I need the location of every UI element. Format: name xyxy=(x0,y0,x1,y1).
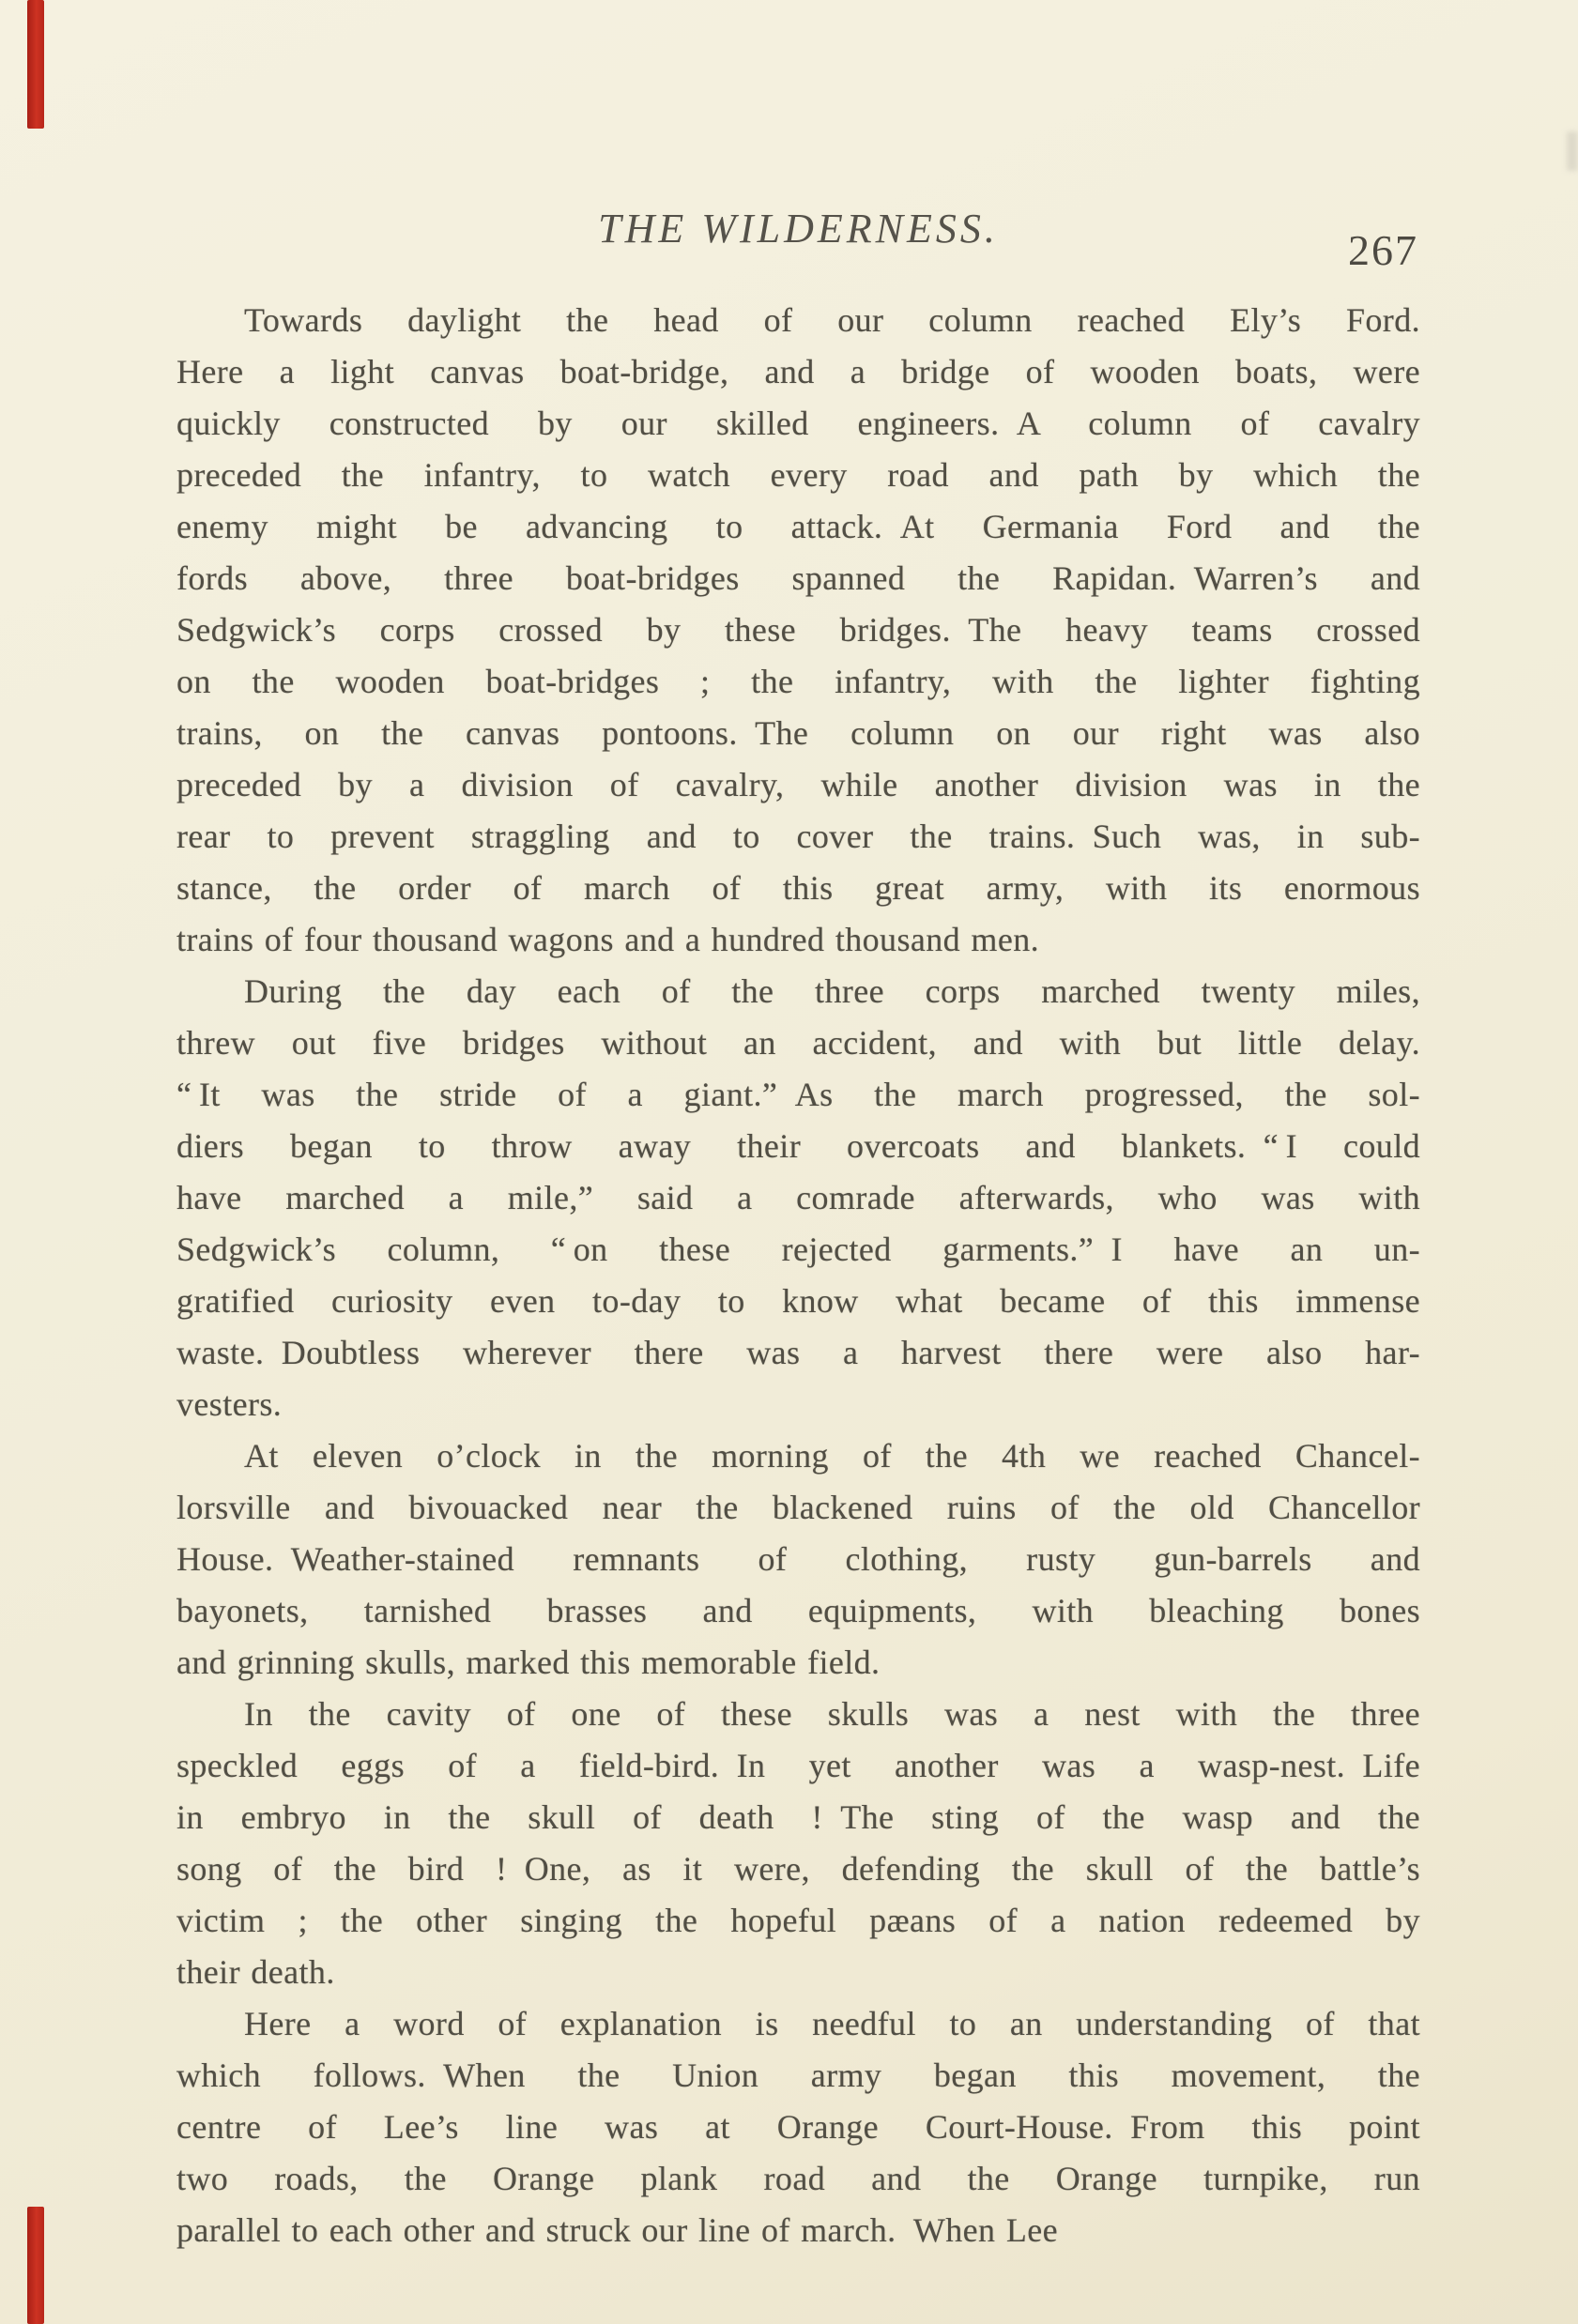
text-line: vesters. xyxy=(176,1385,283,1423)
page-number: 267 xyxy=(1348,226,1418,274)
scan-edge-smudge xyxy=(1567,131,1578,171)
binding-red-strip-bottom xyxy=(27,2207,44,2324)
text-line: threw out five bridges without an accident, and with but little delay. xyxy=(176,1024,1420,1062)
text-line: gratified curiosity even to-day to know what became of this immense xyxy=(176,1282,1420,1320)
text-line: which follows. When the Union army began this movement, the xyxy=(176,2056,1420,2094)
text-line: Towards daylight the head of our column reached Ely’s Ford. xyxy=(244,301,1420,339)
text-line: During the day each of the three corps marched twenty miles, xyxy=(244,972,1420,1010)
text-line: waste. Doubtless wherever there was a harvest there were also har- xyxy=(176,1334,1420,1371)
paragraph xyxy=(176,1430,1420,1689)
text-line: “ It was the stride of a giant.” As the march progressed, the sol- xyxy=(176,1076,1420,1113)
text-line: and grinning skulls, marked this memorable field. xyxy=(176,1644,881,1681)
text-line: stance, the order of march of this great army, with its enormous xyxy=(176,869,1420,907)
text-line: on the wooden boat-bridges ; the infantry, with the lighter fighting xyxy=(176,663,1420,700)
text-line: their death. xyxy=(176,1953,335,1991)
text-line: two roads, the Orange plank road and the Orange turnpike, run xyxy=(176,2160,1420,2197)
text-line: preceded by a division of cavalry, while another division was in the xyxy=(176,766,1420,803)
text-line: In the cavity of one of these skulls was a nest with the three xyxy=(244,1695,1420,1733)
paragraph xyxy=(176,1998,1420,2256)
page-text xyxy=(176,295,1420,2256)
text-line: fords above, three boat-bridges spanned the Rapidan. Warren’s and xyxy=(176,559,1420,597)
text-line: quickly constructed by our skilled engineers. A column of cavalry xyxy=(176,405,1420,442)
text-line: Here a light canvas boat-bridge, and a bridge of wooden boats, were xyxy=(176,353,1420,390)
text-line: victim ; the other singing the hopeful pæans of a nation redeemed by xyxy=(176,1902,1420,1939)
paragraph xyxy=(176,295,1420,966)
paragraph xyxy=(176,1689,1420,1998)
text-line: diers began to throw away their overcoats and blankets. “ I could xyxy=(176,1127,1420,1165)
text-line: bayonets, tarnished brasses and equipments, with bleaching bones xyxy=(176,1592,1420,1629)
text-line: At eleven o’clock in the morning of the 4th we reached Chancel- xyxy=(244,1437,1420,1475)
text-line: song of the bird ! One, as it were, defending the skull of the battle’s xyxy=(176,1850,1420,1888)
running-head-title: THE WILDERNESS. xyxy=(598,206,999,252)
text-line: Here a word of explanation is needful to an understanding of that xyxy=(244,2005,1420,2042)
binding-red-strip-top xyxy=(27,0,44,129)
text-line: lorsville and bivouacked near the blackened ruins of the old Chancellor xyxy=(176,1489,1420,1526)
text-line: Sedgwick’s column, “ on these rejected garments.” I have an un- xyxy=(176,1231,1420,1268)
text-line: trains, on the canvas pontoons. The column on our right was also xyxy=(176,714,1420,752)
text-line: preceded the infantry, to watch every road and path by which the xyxy=(176,456,1420,494)
text-line: have marched a mile,” said a comrade afterwards, who was with xyxy=(176,1179,1420,1216)
text-line: in embryo in the skull of death ! The sting of the wasp and the xyxy=(176,1798,1420,1836)
text-line: centre of Lee’s line was at Orange Court-House. From this point xyxy=(176,2108,1420,2146)
running-head xyxy=(176,205,1420,289)
text-line: rear to prevent straggling and to cover the trains. Such was, in sub- xyxy=(176,818,1420,855)
text-line: parallel to each other and struck our line of march. When Lee xyxy=(176,2211,1059,2249)
text-line: trains of four thousand wagons and a hundred thousand men. xyxy=(176,921,1040,958)
text-line: House. Weather-stained remnants of clothing, rusty gun-barrels and xyxy=(176,1540,1420,1578)
paragraph xyxy=(176,966,1420,1430)
text-line: enemy might be advancing to attack. At Germania Ford and the xyxy=(176,508,1420,545)
text-line: speckled eggs of a field-bird. In yet another was a wasp-nest. Life xyxy=(176,1747,1420,1784)
text-line: Sedgwick’s corps crossed by these bridges. The heavy teams crossed xyxy=(176,611,1420,649)
